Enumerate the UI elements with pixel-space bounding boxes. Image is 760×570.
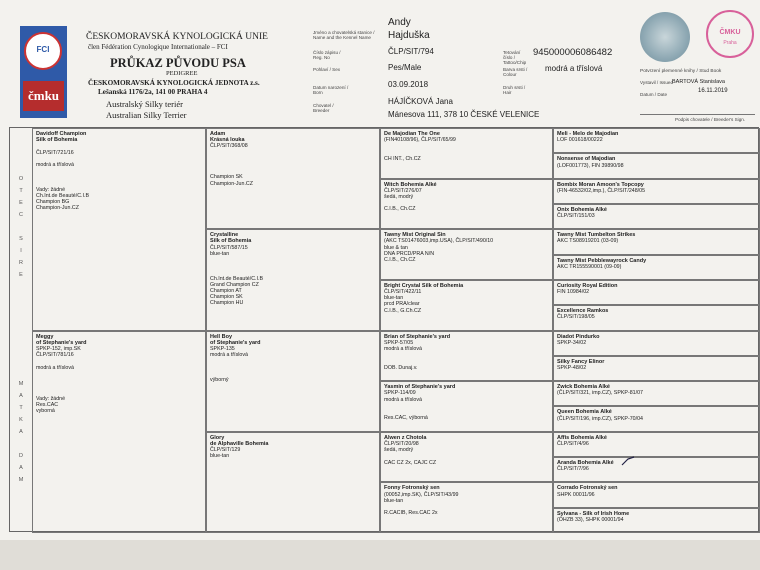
org-name: ČESKOMORAVSKÁ KYNOLOGICKÁ UNIE: [86, 32, 268, 42]
issued-by: BARTOVÁ Stanislava: [672, 79, 725, 85]
issue-date: 16.11.2019: [698, 88, 728, 94]
fci-member: člen Fédération Cynologique Internationale – FCI: [88, 43, 228, 51]
pedigree-line: AKC TS08919201 (03-09): [557, 238, 619, 245]
pedigree-line: Champion BG: [36, 199, 70, 206]
dog-dob: 03.09.2018: [388, 80, 429, 89]
dog-first-name: Andy: [388, 17, 411, 28]
pedigree-line: Silk of Bohemia: [210, 238, 252, 245]
dam-side-letter: M: [18, 477, 24, 483]
pedigree-line: SPKP-34/02: [557, 339, 587, 346]
pedigree-line: Excellence Ramkos: [557, 308, 609, 315]
pen-mark: [620, 455, 636, 467]
pedigree-cell-g1: [380, 128, 553, 179]
pedigree-line: blue-tan: [210, 453, 230, 460]
pedigree-line: Champion SK: [210, 294, 243, 301]
seal-hologram: [640, 12, 690, 62]
dam-side-letter: K: [19, 417, 23, 423]
dog-reg-no: ČLP/SIT/794: [388, 47, 434, 56]
pedigree-line: Alwen z Chotola: [384, 434, 427, 441]
pedigree-line: of Stephanie's yard: [210, 339, 261, 346]
sire-side-letter: C: [19, 212, 23, 218]
pedigree-line: Meli - Melo de Majodian: [557, 131, 619, 137]
pedigree-line: Adam: [210, 131, 226, 137]
pedigree-line: C.I.B., G.Ch.CZ: [384, 307, 422, 314]
pedigree-cell-sire: [32, 128, 206, 331]
pedigree-line: Champion AT: [210, 288, 242, 295]
pedigree-cell-h11: [553, 381, 760, 406]
pedigree-line: modrá a tříslová: [210, 352, 248, 359]
pedigree-line: blue-tan: [210, 250, 230, 257]
pedigree-cell-h8: [553, 305, 760, 330]
breeder-sign-label: Podpis chovatele / Breeder's Sign.: [675, 117, 746, 122]
pedigree-line: Crystalline: [210, 232, 239, 239]
pedigree-line: ČLP/SIT/198/05: [557, 314, 595, 321]
sire-side-letter: I: [20, 248, 22, 254]
dam-side-letter: A: [19, 393, 23, 399]
sire-side-letter: [10, 221, 32, 233]
pedigree-table: [9, 127, 759, 532]
sire-side-letter: S: [19, 236, 23, 242]
page-bottom-margin: [0, 540, 760, 570]
pedigree-line: Onix Bohemia Alké: [557, 206, 607, 213]
pedigree-line: ČLP/SIT/20/98: [384, 440, 419, 447]
pedigree-cell-h16: [553, 508, 760, 533]
breeder-sign-line: [640, 114, 755, 115]
pedigree-line: SPKP-135: [210, 345, 235, 352]
pedigree-cell-h4: [553, 204, 760, 229]
breed-en: Australian Silky Terrier: [106, 110, 187, 120]
pedigree-line: ČLP/SIT/4/96: [557, 440, 589, 447]
pedigree-line: ČLP/SIT/276/07: [384, 187, 422, 194]
breed-cz: Australský Silky teriér: [106, 99, 183, 109]
pedigree-line: Nonsense of Majodian: [557, 156, 616, 163]
breeder-label: Chovatel / Breeder: [313, 103, 334, 113]
pedigree-line: C.I.B., Ch.CZ: [384, 257, 416, 264]
pedigree-cell-h6: [553, 255, 760, 280]
pedigree-line: Champion-Jun.CZ: [210, 180, 253, 187]
pedigree-line: ČLP/SIT/7/96: [557, 466, 589, 473]
dam-side-letter: A: [19, 465, 23, 471]
pedigree-line: Aranda Bohemia Alké: [557, 460, 614, 467]
pedigree-line: Ch.Int.de Beauté/C.I.B: [36, 193, 89, 200]
dog-sex: Pes/Male: [388, 63, 422, 72]
pedigree-cell-h14: [553, 457, 760, 482]
pedigree-cell-gp2: [206, 229, 380, 330]
pedigree-line: Hell Boy: [210, 333, 233, 340]
pedigree-line: Res.CAC, výborná: [384, 415, 428, 422]
studbook-label: Potvrzení plemenné knihy / Stud Book: [640, 69, 722, 74]
dam-side-letter: M: [18, 381, 24, 387]
cmku-logo: čmku: [23, 81, 64, 111]
pedigree-line: modrá a tříslová: [36, 364, 74, 371]
logo: [20, 26, 67, 118]
doc-title: PRŮKAZ PŮVODU PSA: [110, 56, 246, 70]
pedigree-line: (ČLP/SIT/196, imp.CZ), SPKP-70/04: [557, 415, 643, 422]
pedigree-cell-g7: [380, 432, 553, 483]
pedigree-line: Witch Bohemia Alké: [384, 181, 437, 188]
pedigree-line: De Majodian The One: [384, 131, 440, 137]
pedigree-line: Affis Bohemia Alké: [557, 434, 607, 441]
issued-label: Vystavil / Issued: [640, 80, 674, 85]
pedigree-line: SPKP-152, imp.SK: [36, 345, 81, 352]
pedigree-line: ČLP/SIT/422/11: [384, 289, 422, 296]
date-label: Datum / Date: [640, 92, 668, 97]
dog-colour: modrá a tříslová: [545, 64, 603, 73]
pedigree-line: (FIN-46532/02,imp.), ČLP/SIT/248/05: [557, 187, 646, 194]
pedigree-line: CH INT., Ch.CZ: [384, 155, 421, 162]
dam-side-letter: [10, 438, 32, 450]
pedigree-line: Sylvana - Silk of Irish Home: [557, 510, 630, 517]
pedigree-line: de Alphaville Bohemia: [210, 440, 269, 447]
pink-stamp: [706, 10, 754, 58]
pedigree-line: SPKP-57/05: [384, 339, 414, 346]
pedigree-line: AKC TR155590001 (09-09): [557, 263, 622, 270]
pedigree-line: SPKP-114/09: [384, 390, 416, 397]
pedigree-line: ČLP/SIT/368/08: [210, 143, 248, 150]
pedigree-line: blue & tan: [384, 244, 408, 251]
pedigree-line: SHPK 00011/96: [557, 491, 595, 498]
pedigree-line: ČLP/SIT/587/15: [210, 244, 248, 251]
pedigree-line: Corrado Fotronský sen: [557, 485, 618, 492]
pedigree-line: Silk of Bohemia: [36, 137, 78, 144]
pedigree-line: Curiosity Royal Edition: [557, 282, 618, 289]
pedigree-line: Glory: [210, 434, 225, 441]
pedigree-line: Davidoff Champion: [36, 131, 87, 137]
pedigree-line: šedá, modrý: [384, 194, 414, 201]
pedigree-cell-g6: [380, 381, 553, 432]
pedigree-line: LOF 001618/00222: [557, 137, 603, 144]
pedigree-line: Fonny Fotronský sen: [384, 485, 440, 492]
pedigree-cell-h13: [553, 432, 760, 457]
pedigree-line: Brian of Stephanie's yard: [384, 333, 451, 340]
pedigree-cell-g3: [380, 229, 553, 280]
pedigree-line: ČLP/SIT/781/16: [36, 352, 74, 359]
pedigree-cell-h5: [553, 229, 760, 254]
pedigree-line: ČLP/SIT/721/16: [36, 149, 74, 156]
stamp-text-2: Praha: [723, 40, 737, 46]
pedigree-line: Grand Champion CZ: [210, 281, 259, 288]
pedigree-cell-gp3: [206, 331, 380, 432]
pedigree-line: Tawny Mist Original Sin: [384, 232, 446, 239]
pedigree-line: (ČLP/SIT/321, imp.CZ), SPKP-81/07: [557, 390, 643, 397]
pedigree-line: Tawny Mist Tumbelton Strikes: [557, 232, 636, 239]
pedigree-cell-g4: [380, 280, 553, 331]
sire-side-letter: E: [19, 272, 23, 278]
pedigree-line: šedá, modrý: [384, 447, 414, 454]
sex-label: Pohlaví / Sex: [313, 67, 341, 72]
pedigree-cell-h9: [553, 331, 760, 356]
chip-label: Tetování číslo / Tattoo/Chip: [503, 50, 527, 65]
pedigree-line: Bright Crystal Silk of Bohemia: [384, 282, 464, 289]
club-name: ČESKOMORAVSKÁ KYNOLOGICKÁ JEDNOTA z.s.: [88, 79, 260, 87]
pedigree-line: Tawny Mist Pebblewayrock Candy: [557, 257, 647, 264]
pedigree-line: blue-tan: [384, 497, 404, 504]
pedigree-line: blue-tan: [384, 295, 404, 302]
pedigree-line: R.CACIB, Res.CAC 2x: [384, 510, 438, 517]
dob-label: Datum narození / Born: [313, 85, 349, 95]
pedigree-line: of Stephanie's yard: [36, 339, 87, 346]
pedigree-line: Krásná louka: [210, 137, 245, 144]
pedigree-cell-g5: [380, 331, 553, 382]
pedigree-cell-h1: [553, 128, 760, 153]
header: [0, 0, 760, 125]
pedigree-line: Bombix Moran Amoon's Topcopy: [557, 181, 644, 188]
pedigree-line: Diadot Pindurko: [557, 333, 600, 340]
pedigree-cell-gp4: [206, 432, 380, 533]
pedigree-cell-gp1: [206, 128, 380, 229]
sire-side-label: [10, 173, 32, 281]
pedigree-line: C.I.B., Ch.CZ: [384, 206, 416, 213]
reg-no-label: Číslo zápisu / Reg. No: [313, 50, 341, 60]
pedigree-line: Queen Bohemia Alké: [557, 409, 612, 416]
pedigree-line: ČLP/SIT/129: [210, 447, 241, 454]
stamp-text-1: ČMKU: [719, 29, 741, 36]
sire-side-letter: T: [19, 188, 23, 194]
doc-subtitle: PEDIGREE: [166, 70, 198, 77]
pedigree-line: ČLP/SIT/151/03: [557, 213, 595, 220]
breeder-name: HÁJÍČKOVÁ Jana: [388, 97, 453, 106]
pedigree-cell-h3: [553, 179, 760, 204]
pedigree-line: Champion HU: [210, 300, 244, 307]
pedigree-line: výborný: [210, 376, 229, 383]
dog-chip: 945000006086482: [533, 47, 613, 58]
pedigree-line: vyborná: [36, 407, 55, 414]
dam-side-letter: A: [19, 429, 23, 435]
dog-kennel: Hajduška: [388, 30, 430, 41]
pedigree-cell-g2: [380, 179, 553, 230]
sire-side-letter: E: [19, 200, 23, 206]
hair-label: Druh srsti / Hair: [503, 85, 526, 95]
pedigree-cell-h2: [553, 153, 760, 178]
pedigree-line: Champion SK: [210, 174, 243, 181]
dam-side-letter: D: [19, 453, 23, 459]
pedigree-line: (00052,imp.SK), ČLP/SIT/43/99: [384, 491, 459, 498]
pedigree-line: (LOF001773), FIN 39890/98: [557, 162, 624, 169]
pedigree-line: Ch.Int.de Beauté/C.I.B: [210, 275, 263, 282]
pedigree-line: Yasmin of Stephanie's yard: [384, 384, 456, 391]
pedigree-line: Silky Fancy Elinor: [557, 358, 605, 365]
dam-side-label: [10, 378, 32, 486]
pedigree-line: modrá a tříslová: [384, 396, 422, 403]
pedigree-line: (ÖHZB 33), SHPK 00001/94: [557, 516, 624, 523]
pedigree-cell-dam: [32, 331, 206, 534]
pedigree-line: Meggy: [36, 333, 54, 340]
fci-logo-text: FCI: [36, 45, 50, 54]
pedigree-line: Vady: žádné: [36, 395, 66, 402]
pedigree-line: SPKP-48/02: [557, 365, 587, 372]
club-address: Lešanská 1176/2a, 141 00 PRAHA 4: [98, 88, 208, 96]
dog-name-label: Jméno a chovatelská stanice / Name and the Kennel Name: [313, 30, 375, 40]
colour-label: Barva srsti / Colour: [503, 67, 528, 77]
pedigree-line: Champion-Jun.CZ: [36, 205, 79, 212]
pedigree-line: modrá a tříslová: [36, 162, 74, 169]
pedigree-cell-h10: [553, 356, 760, 381]
pedigree-line: CAC CZ 2x, CAJC CZ: [384, 459, 437, 466]
sire-side-letter: R: [19, 260, 23, 266]
breeder-address: Mánesova 111, 378 10 ČESKÉ VELENICE: [388, 110, 540, 119]
pedigree-line: prcd PRA/clear: [384, 301, 420, 308]
pedigree-line: DNA PRCD/PRA N/N: [384, 250, 435, 257]
pedigree-cell-h12: [553, 406, 760, 431]
pedigree-line: FIN 10984/02: [557, 289, 590, 296]
pedigree-line: DOB. Dunaj.v.: [384, 364, 418, 371]
fci-logo: [24, 32, 62, 70]
pedigree-cell-h7: [553, 280, 760, 305]
dam-side-letter: T: [19, 405, 23, 411]
pedigree-cell-h15: [553, 482, 760, 507]
pedigree-line: Zwick Bohemia Alké: [557, 384, 610, 391]
pedigree-line: Vady: žádné: [36, 186, 66, 193]
pedigree-cell-g8: [380, 482, 553, 533]
pedigree-line: (AKC TS01476003,imp.USA), ČLP/SIT/490/10: [384, 238, 494, 245]
pedigree-line: modrá a tříslová: [384, 345, 422, 352]
sire-side-letter: O: [18, 176, 24, 182]
pedigree-line: Res.CAC: [36, 401, 59, 408]
pedigree-line: (FIN40108/96), ČLP/SIT/65/99: [384, 137, 456, 144]
